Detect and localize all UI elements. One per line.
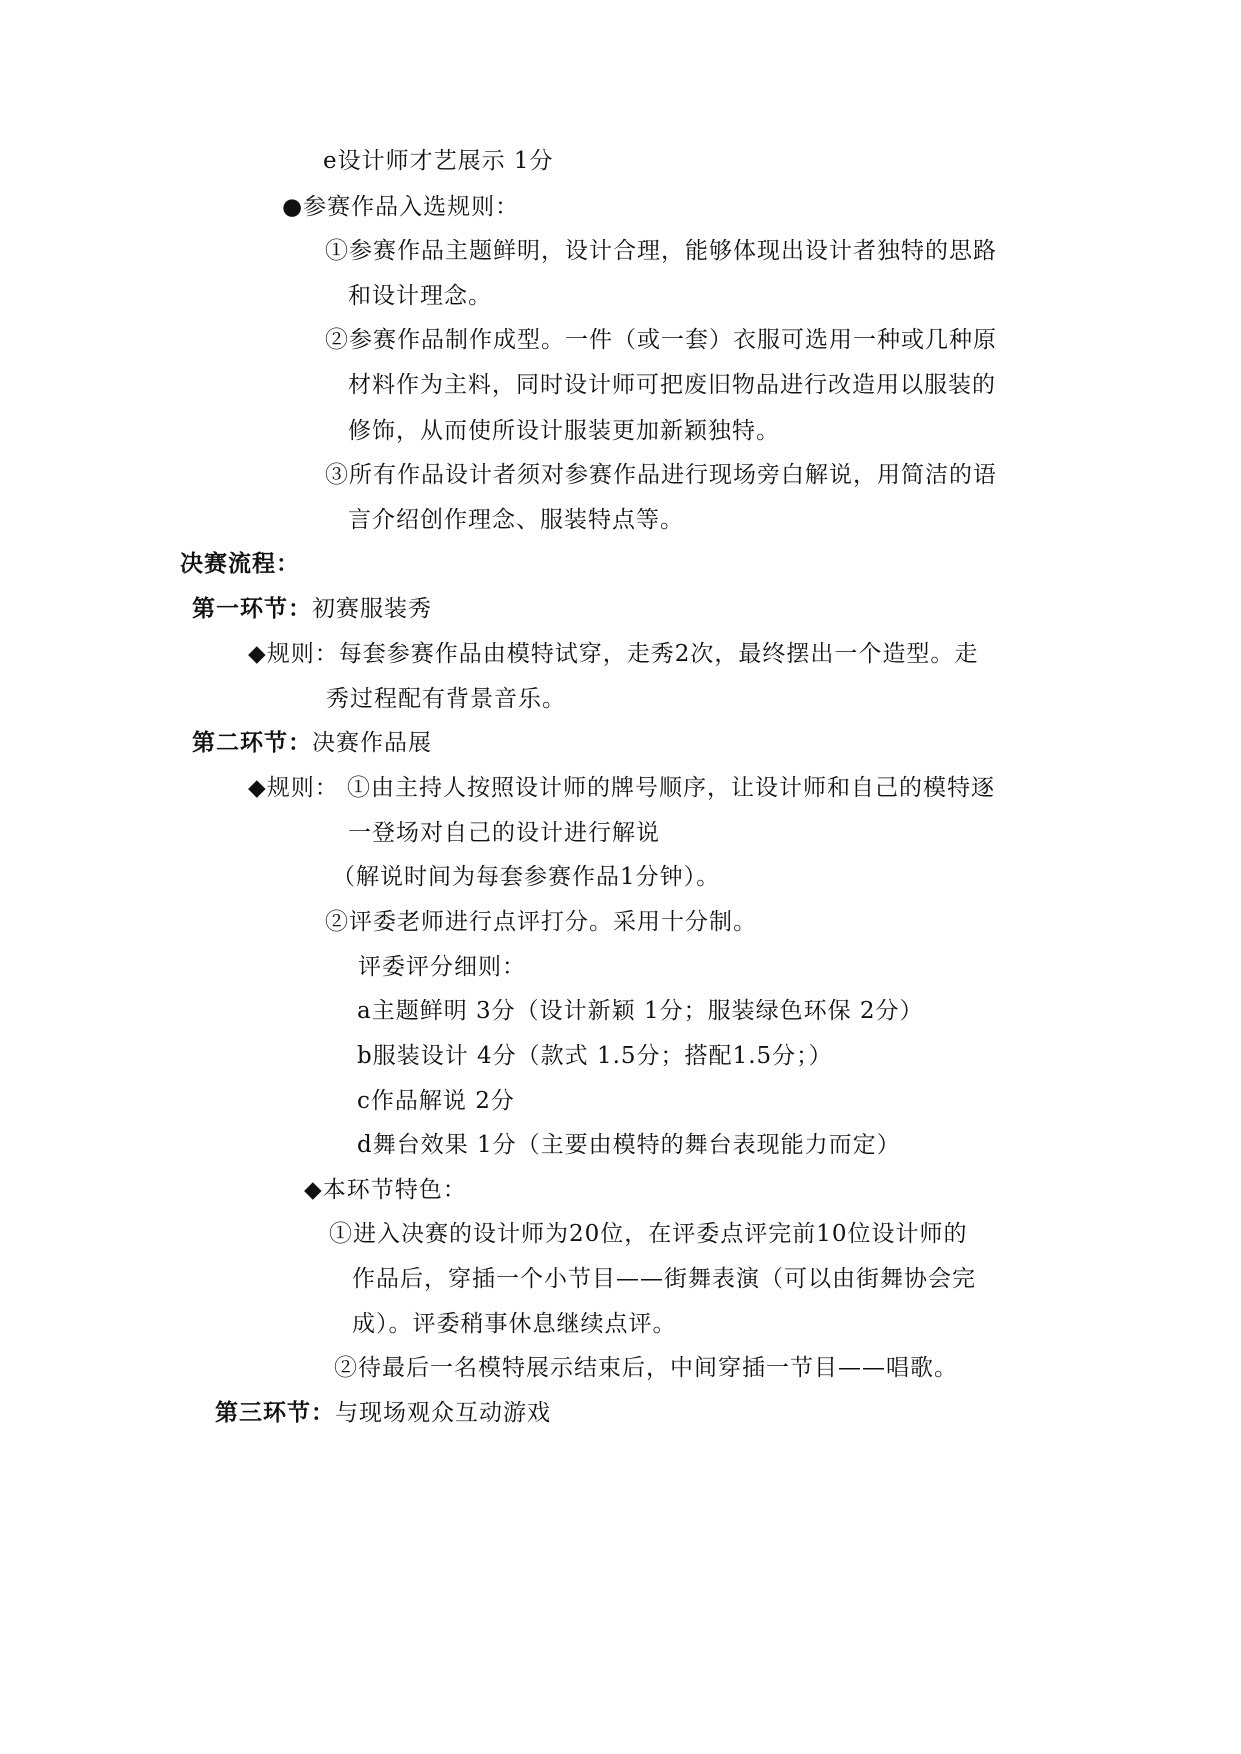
section-2-judging: ②评委老师进行点评打分。采用十分制。 <box>325 909 757 935</box>
section-1-title <box>192 594 432 624</box>
section-2-label: 第二环节： <box>192 729 312 756</box>
rule-3-line-2: 言介绍创作理念、服装特点等。 <box>348 507 684 533</box>
score-item-e: e设计师才艺展示 1分 <box>323 148 554 174</box>
feature-1-line-1: ①进入决赛的设计师为20位，在评委点评完前10位设计师的 <box>329 1221 968 1247</box>
section-3-title <box>215 1398 551 1428</box>
section-1-name: 初赛服装秀 <box>312 596 432 622</box>
selection-rules-heading: ●参赛作品入选规则： <box>282 194 520 220</box>
rule-1-line-1: ①参赛作品主题鲜明，设计合理，能够体现出设计者独特的思路 <box>325 238 997 264</box>
scoring-item-c: c作品解说 2分 <box>357 1088 515 1114</box>
rule-2-line-3: 修饰，从而使所设计服装更加新颖独特。 <box>348 418 780 444</box>
final-process-heading: 决赛流程： <box>180 550 300 577</box>
section-2-rule-line-1: ◆规则： ①由主持人按照设计师的牌号顺序，让设计师和自己的模特逐 <box>248 775 995 801</box>
section-2-rule-line-3: （解说时间为每套参赛作品1分钟）。 <box>332 864 721 890</box>
section-1-rule-line-1: ◆规则：每套参赛作品由模特试穿，走秀2次，最终摆出一个造型。走 <box>248 641 979 667</box>
rule-1-line-2: 和设计理念。 <box>348 283 492 309</box>
section-2-name: 决赛作品展 <box>312 730 432 756</box>
section-1-label: 第一环节： <box>192 595 312 622</box>
section-2-rule-line-2: 一登场对自己的设计进行解说 <box>348 820 660 846</box>
section-2-title <box>192 728 432 758</box>
feature-1-line-3: 成）。评委稍事休息继续点评。 <box>352 1311 677 1337</box>
section-1-rule-line-2: 秀过程配有背景音乐。 <box>326 686 566 712</box>
scoring-item-b: b服装设计 4分（款式 1.5分；搭配1.5分；） <box>357 1043 833 1069</box>
scoring-details-heading: 评委评分细则： <box>358 954 526 980</box>
feature-1-line-2: 作品后，穿插一个小节目——街舞表演（可以由街舞协会完 <box>352 1266 976 1292</box>
feature-2: ②待最后一名模特展示结束后，中间穿插一节目——唱歌。 <box>334 1355 958 1381</box>
scoring-item-d: d舞台效果 1分（主要由模特的舞台表现能力而定） <box>357 1132 901 1158</box>
rule-2-line-1: ②参赛作品制作成型。一件（或一套）衣服可选用一种或几种原 <box>325 327 997 353</box>
features-heading: ◆本环节特色： <box>304 1177 467 1203</box>
rule-3-line-1: ③所有作品设计者须对参赛作品进行现场旁白解说，用简洁的语 <box>325 462 997 488</box>
section-3-label: 第三环节： <box>215 1399 335 1426</box>
rule-2-line-2: 材料作为主料，同时设计师可把废旧物品进行改造用以服装的 <box>348 372 996 398</box>
scoring-item-a: a主题鲜明 3分（设计新颖 1分；服装绿色环保 2分） <box>357 998 924 1024</box>
section-3-name: 与现场观众互动游戏 <box>335 1400 551 1426</box>
